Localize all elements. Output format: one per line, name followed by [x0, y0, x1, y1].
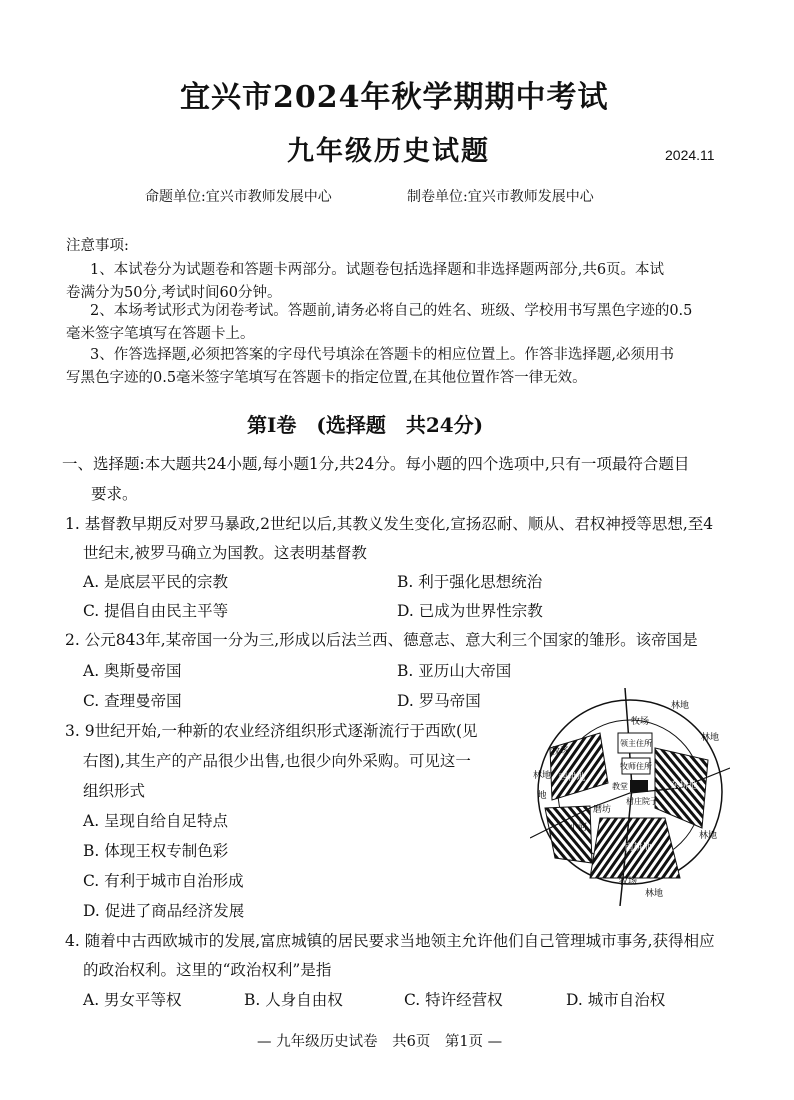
exam-title: 宜兴市2024年秋学期期中考试: [180, 80, 609, 115]
svg-text:小河: [569, 821, 587, 832]
map-label: 南耕地: [624, 842, 652, 852]
map-label: 小河: [568, 822, 588, 832]
svg-text:林地: [699, 829, 717, 840]
q2-option-c: C. 查理曼帝国: [83, 692, 182, 710]
map-label: 林地: [644, 888, 664, 898]
q1-option-b: B. 利于强化思想统治: [397, 573, 543, 591]
svg-text:磨坊: [593, 803, 611, 814]
map-label: 林地: [700, 732, 720, 742]
question-4-line1: 4. 随着中古西欧城市的发展,富庶城镇的居民要求当地领主允许他们自己管理城市事务,获得相应: [65, 932, 715, 950]
q4-option-a: A. 男女平等权: [83, 991, 182, 1009]
q4-option-d: D. 城市自治权: [566, 991, 666, 1009]
note-1a: 1、本试卷分为试题卷和答题卡两部分。试题卷包括选择题和非选择题两部分,共6页。本试: [90, 262, 665, 278]
q4-option-c: C. 特许经营权: [404, 991, 503, 1009]
q1-option-c: C. 提倡自由民主平等: [83, 602, 229, 620]
question-1-line1: 1. 基督教早期反对罗马暴政,2世纪以后,其教义发生变化,宣扬忍耐、顺从、君权神授等思想,至4: [65, 515, 714, 533]
question-3-line2: 右图),其生产的产品很少出售,也很少向外采购。可见这一: [83, 752, 471, 770]
svg-text:牧场: [631, 715, 649, 726]
note-3a: 3、作答选择题,必须把答案的字母代号填涂在答题卡的相应位置上。作答非选择题,必须用书: [90, 347, 674, 363]
question-3-line3: 组织形式: [83, 782, 146, 800]
section-instruction-cont: 要求。: [91, 485, 138, 503]
svg-text:南耕地: [624, 841, 651, 852]
note-2a: 2、本场考试形式为闭卷考试。答题前,请务必将自己的姓名、班级、学校用书写黑色字迹的0.5: [90, 303, 693, 319]
church: [630, 780, 648, 792]
map-label: 磨坊: [592, 804, 612, 814]
q3-option-b: B. 体现王权专制色彩: [83, 842, 229, 860]
svg-text:领主住所: [620, 738, 652, 748]
svg-text:东耕地: [670, 779, 697, 790]
south-west-field: [545, 806, 592, 863]
map-label: 教堂: [612, 782, 628, 791]
svg-text:林地: [533, 769, 551, 780]
q2-option-b: B. 亚历山大帝国: [397, 662, 512, 680]
map-label: 牧场: [618, 876, 638, 886]
note-1b: 卷满分为50分,考试时间60分钟。: [66, 285, 282, 301]
map-label: 西耕地: [558, 772, 586, 782]
map-label: 牧场: [630, 716, 650, 726]
map-label: 林地: [670, 700, 690, 710]
note-2b: 毫米签字笔填写在答题卡上。: [66, 326, 255, 342]
q4-option-b: B. 人身自由权: [244, 991, 343, 1009]
section-instruction: 一、选择题:本大题共24小题,每小题1分,共24分。每小题的四个选项中,只有一项最符合题目: [62, 455, 690, 473]
q2-option-a: A. 奥斯曼帝国: [83, 662, 182, 680]
west-field: [550, 733, 608, 800]
svg-text:牧场: [551, 745, 569, 756]
q2-option-d: D. 罗马帝国: [397, 692, 481, 710]
manor-map-figure: [530, 688, 730, 906]
map-label: 牧场: [550, 746, 570, 756]
question-3-line1: 3. 9世纪开始,一种新的农业经济组织形式逐渐流行于西欧(见: [65, 722, 478, 740]
svg-text:西耕地: [558, 771, 585, 782]
exam-subtitle: 九年级历史试题: [287, 136, 490, 167]
section-title: 第Ⅰ卷 (选择题 共24分): [247, 413, 484, 437]
svg-text:村庄院子: [626, 796, 658, 806]
svg-text:牧场: [619, 875, 637, 886]
q1-option-a: A. 是底层平民的宗教: [83, 573, 229, 591]
map-label: 林地: [698, 830, 718, 840]
note-3b: 写黑色字迹的0.5毫米签字笔填写在答题卡的指定位置,在其他位置作答一律无效。: [66, 370, 587, 386]
notes-heading: 注意事项:: [66, 238, 129, 254]
svg-text:牧师住所: [620, 761, 652, 771]
proposer-unit: 命题单位:宜兴市教师发展中心: [145, 189, 332, 205]
map-label: 林地: [532, 770, 552, 780]
question-2-line1: 2. 公元843年,某帝国一分为三,形成以后法兰西、德意志、意大利三个国家的雏形。该帝国是: [65, 631, 698, 649]
question-4-line2: 的政治权利。这里的“政治权利”是指: [83, 961, 332, 979]
map-label: 地: [537, 790, 547, 800]
q3-option-c: C. 有利于城市自治形成: [83, 872, 244, 890]
svg-text:林地: [671, 699, 689, 710]
page-footer: — 九年级历史试卷 共6页 第1页 —: [257, 1034, 503, 1050]
q1-option-d: D. 已成为世界性宗教: [397, 602, 543, 620]
map-label: 牧师住所: [620, 762, 652, 771]
q3-option-d: D. 促进了商品经济发展: [83, 902, 245, 920]
question-1-line2: 世纪末,被罗马确立为国教。这表明基督教: [83, 544, 367, 562]
exam-date: 2024.11: [665, 147, 715, 163]
map-label: 村庄院子: [626, 797, 658, 806]
svg-text:林地: [645, 887, 663, 898]
maker-unit: 制卷单位:宜兴市教师发展中心: [407, 189, 594, 205]
map-label: 东耕地: [670, 780, 698, 790]
svg-text:林地: [701, 731, 719, 742]
svg-text:教堂: [612, 781, 628, 791]
map-label: 领主住所: [620, 739, 652, 748]
svg-text:地: [537, 789, 546, 800]
q3-option-a: A. 呈现自给自足特点: [83, 812, 229, 830]
